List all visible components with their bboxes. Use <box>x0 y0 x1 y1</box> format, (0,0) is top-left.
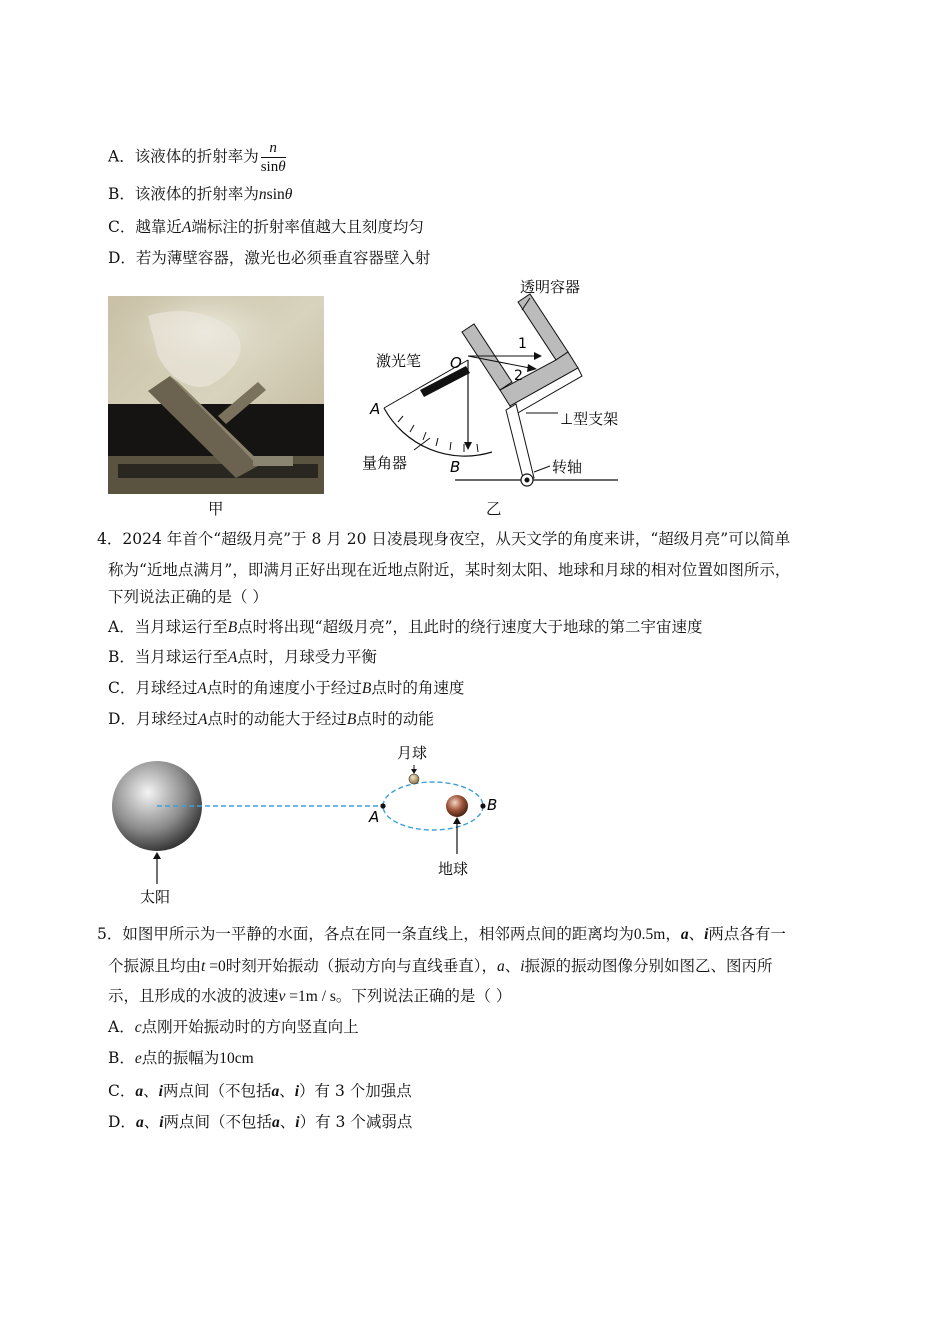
q5-stem-line-1 <box>97 924 786 945</box>
variable: a <box>135 1083 144 1100</box>
label-a: A <box>370 400 381 418</box>
text: 点时的动能大于经过 <box>207 710 347 728</box>
caption-jia: 甲 <box>208 500 224 518</box>
text: C． <box>108 1082 136 1100</box>
text: 两点各有一 <box>708 925 786 943</box>
label-axis: 转轴 <box>552 458 583 476</box>
text: 、 <box>279 1113 296 1131</box>
text: D．月球经过 <box>108 710 198 728</box>
label-b: B <box>487 796 498 814</box>
experiment-photo <box>108 296 324 494</box>
text: 点时的角速度 <box>371 679 465 697</box>
variable: v <box>278 988 286 1005</box>
label-protractor: 量角器 <box>362 454 408 472</box>
arrow-head-b <box>464 442 472 450</box>
text: 点时的角速度小于经过 <box>206 679 362 697</box>
variable: a <box>271 1083 280 1100</box>
label-o: O <box>450 354 462 372</box>
text: 、 <box>688 925 705 943</box>
q5-stem-line-2 <box>108 956 773 977</box>
experiment-photo-image <box>108 296 324 494</box>
variable: e <box>134 1050 142 1067</box>
q4-stem-line-2: 称为“近地点满月”，即满月正好出现在近地点附近，某时刻太阳、地球和月球的相对位置如图所示， <box>108 561 791 579</box>
fraction-numerator: n <box>261 139 286 158</box>
q4-stem-line-3: 下列说法正确的是（ ） <box>108 588 268 606</box>
earth-pointer-arrow <box>453 817 461 824</box>
variable: i <box>294 1083 300 1100</box>
variable: B <box>346 711 357 728</box>
variable: A <box>181 219 192 236</box>
variable: a <box>496 958 505 975</box>
text: ）有 3 个加强点 <box>299 1082 412 1100</box>
sin-text: sin <box>266 186 285 203</box>
label-a: A <box>369 808 380 826</box>
ray-1-arrow <box>534 352 542 360</box>
variable: A <box>197 711 208 728</box>
q3-option-d <box>108 248 430 268</box>
q4-option-d <box>108 709 434 730</box>
text: 两点间（不包括 <box>163 1113 273 1131</box>
q5-option-c <box>108 1081 412 1102</box>
q3-option-b <box>108 184 292 205</box>
leader-axis <box>534 466 550 472</box>
variable: i <box>159 1114 164 1131</box>
variable: c <box>134 1019 142 1036</box>
text: A． <box>108 1018 135 1036</box>
q5-option-a <box>108 1017 359 1038</box>
q4-option-b <box>108 647 377 668</box>
moon-pointer-arrow <box>411 769 417 774</box>
q5-stem-line-3 <box>108 986 511 1007</box>
q3-option-b-text: B．该液体的折射率为 <box>108 185 259 203</box>
text: D． <box>108 1113 136 1131</box>
q3-option-c <box>108 217 424 238</box>
variable: A <box>197 680 207 697</box>
fraction-n-over-sin-theta <box>261 139 286 176</box>
label-laser: 激光笔 <box>376 352 422 370</box>
label-sun: 太阳 <box>140 888 171 906</box>
variable: B <box>227 619 238 636</box>
sin-text: sin <box>260 159 279 175</box>
text: 两点间（不包括 <box>162 1082 272 1100</box>
text: 示，且形成的水波的波速 <box>108 987 279 1005</box>
point-b <box>480 803 485 808</box>
label-bracket: ⊥型支架 <box>560 410 619 428</box>
variable: i <box>520 958 525 975</box>
protractor-ticks <box>398 416 478 452</box>
text: 点时，月球受力平衡 <box>237 648 377 666</box>
moon-icon <box>409 774 419 784</box>
text: 个振源且均由 <box>108 957 202 975</box>
label-b: B <box>450 458 461 476</box>
text: D．若为薄壁容器，激光也必须垂直容器壁入射 <box>108 249 431 267</box>
q5-option-b <box>108 1048 254 1069</box>
variable: a <box>272 1114 280 1131</box>
text: 5．如图甲所示为一平静的水面，各点在同一条直线上，相邻两点间的距离均为 <box>97 925 634 943</box>
text: A．当月球运行至 <box>108 618 228 636</box>
q4-option-a <box>108 617 703 638</box>
sun-pointer-arrow <box>153 852 161 859</box>
variable: a <box>135 1114 144 1131</box>
label-ray-1: 1 <box>518 336 527 352</box>
variable: B <box>361 680 372 697</box>
text: 、 <box>279 1082 295 1100</box>
variable: i <box>158 1083 163 1100</box>
container-left-wall <box>462 324 512 390</box>
sun-earth-moon-diagram <box>100 738 520 910</box>
text: 振源的振动图像分别如图乙、图丙所 <box>524 957 773 975</box>
earth-icon <box>446 795 468 817</box>
text: C．越靠近 <box>108 218 182 236</box>
text: 时刻开始振动（振动方向与直线垂直）， <box>225 957 497 975</box>
fraction-denominator <box>261 158 286 176</box>
text: 点时将出现“超级月亮”，且此时的绕行速度大于地球的第二宇宙速度 <box>237 618 703 636</box>
q5-option-d <box>108 1112 412 1133</box>
text: 点刚开始振动时的方向竖直向上 <box>141 1018 359 1036</box>
text: ）有 3 个减弱点 <box>299 1113 413 1131</box>
laser-pen <box>420 366 470 397</box>
q3-option-a <box>108 139 288 176</box>
text: 、 <box>143 1113 160 1131</box>
label-moon: 月球 <box>397 744 428 762</box>
theta-variable: θ <box>284 186 293 203</box>
variable: i <box>704 926 709 943</box>
q4-option-c <box>108 678 464 699</box>
caption-yi: 乙 <box>486 500 502 518</box>
value: =0 <box>205 958 226 975</box>
pivot-inner <box>525 478 530 483</box>
variable: A <box>227 649 238 666</box>
label-earth: 地球 <box>438 860 469 878</box>
text: B． <box>108 1049 135 1067</box>
theta-text: θ <box>278 159 286 175</box>
label-container: 透明容器 <box>520 278 581 296</box>
text: C．月球经过 <box>108 679 198 697</box>
bracket-stem <box>506 404 534 482</box>
text: 点时的动能 <box>356 710 434 728</box>
q4-stem-line-1: 4．2024 年首个“超级月亮”于 8 月 20 日凌晨现身夜空，从天文学的角度来讲，“超级月亮”可以简单 <box>97 530 791 548</box>
text: 、 <box>504 957 521 975</box>
value: 10cm <box>219 1050 254 1067</box>
text: 点的振幅为 <box>141 1049 220 1067</box>
text: B．当月球运行至 <box>108 648 228 666</box>
q3-option-a-text: A．该液体的折射率为 <box>108 147 259 166</box>
protractor-arc <box>384 408 492 456</box>
variable: i <box>295 1114 300 1131</box>
text: 、 <box>143 1082 159 1100</box>
text: 。下列说法正确的是（ ） <box>335 987 512 1005</box>
point-a <box>380 803 385 808</box>
variable: a <box>680 926 689 943</box>
text: 端标注的折射率值越大且刻度均匀 <box>191 218 424 236</box>
refractometer-diagram <box>350 272 650 492</box>
n-variable: n <box>258 186 267 203</box>
variable: t <box>201 958 206 975</box>
value: =1m / s <box>285 988 336 1005</box>
label-ray-2: 2 <box>514 368 523 384</box>
text: ， <box>665 925 681 943</box>
value: 0.5m <box>633 926 666 943</box>
